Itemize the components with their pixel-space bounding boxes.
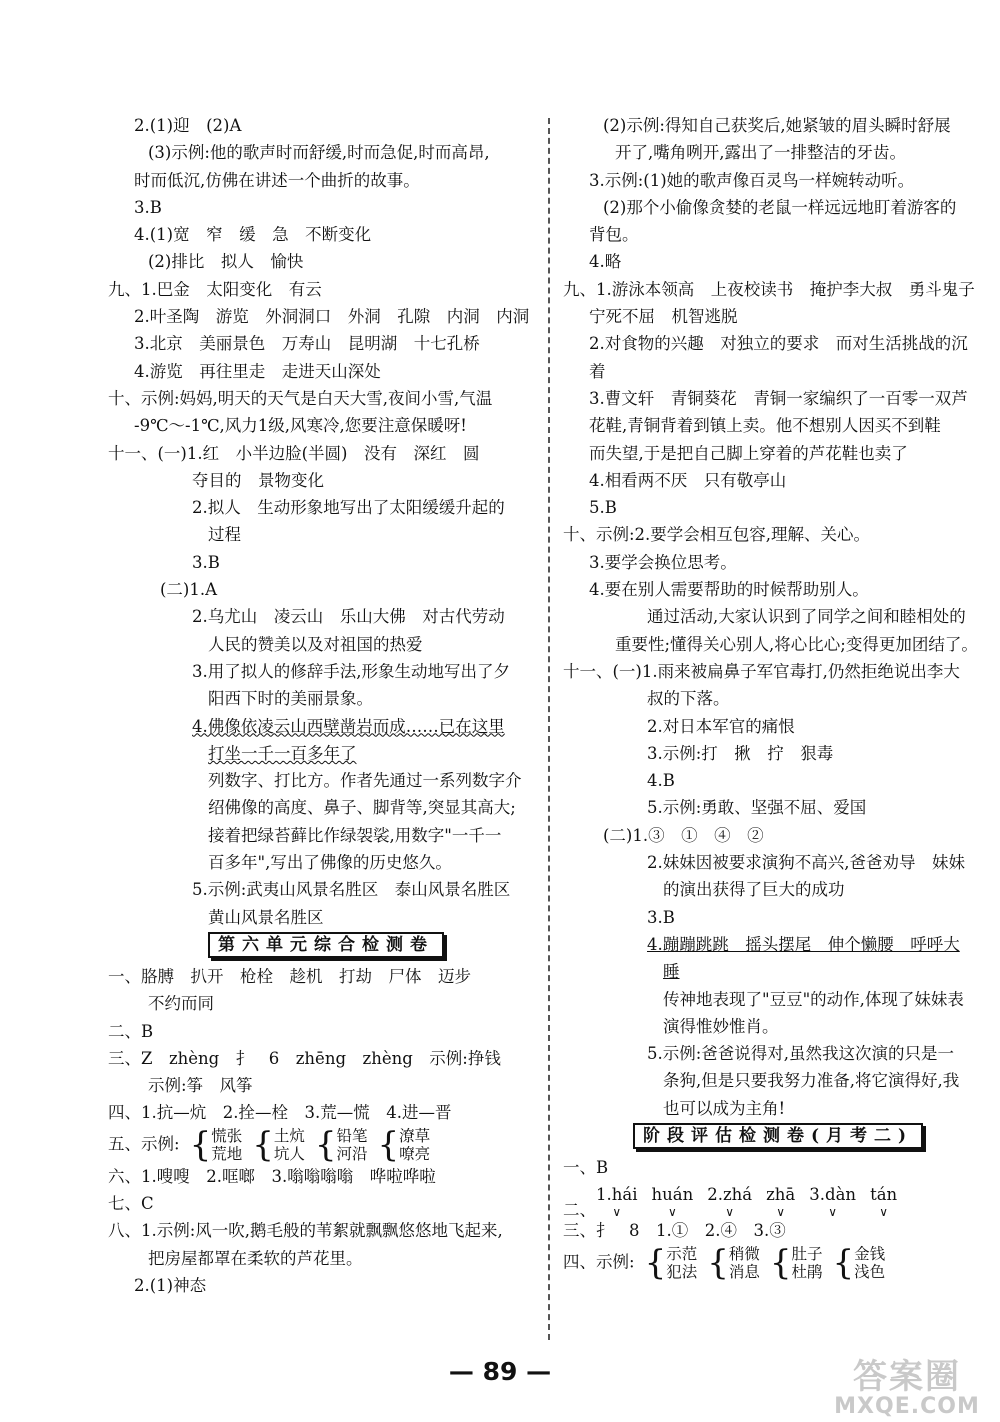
pinyin-item: [809, 1181, 856, 1216]
answer-line: 时而低沉,仿佛在讲述一个曲折的故事。: [134, 170, 420, 190]
answer-line: 5.示例:勇敢、坚强不屈、爱国: [647, 798, 867, 818]
answer-line: 十一、(一)1.雨来被扁鼻子军官毒打,仍然拒绝说出李大: [563, 661, 960, 681]
brace-group: [378, 1127, 431, 1163]
column-divider: [548, 118, 550, 1340]
pinyin-item: [766, 1181, 795, 1216]
brace-group: [707, 1245, 760, 1281]
answer-line: 4.要在别人需要帮助的时候帮助别人。: [589, 580, 869, 600]
answer-line: 条狗,但是只要我努力准备,将它演得好,我: [663, 1071, 960, 1091]
word: 荒地: [211, 1144, 243, 1163]
answer-line: 4.略: [589, 252, 622, 272]
answer-line: (二)1.③ ① ④ ②: [603, 825, 764, 845]
answer-line: 重要性;懂得关心别人,将心比心;变得更加团结了。: [615, 634, 978, 654]
answer-line: 四、1.抗—炕 2.拴—栓 3.荒—慌 4.进—晋: [108, 1103, 452, 1123]
answer-label: 二、: [563, 1200, 596, 1218]
section-title-row: [108, 931, 544, 963]
word-pair: [211, 1127, 242, 1163]
brace-answer-row: [108, 1127, 544, 1163]
brace-answer-row: [563, 1245, 993, 1281]
brace-icon: {: [377, 1126, 400, 1163]
answer-line: 4.相看两不厌 只有敬亭山: [589, 470, 787, 490]
section-title: 第六单元综合检测卷: [208, 932, 444, 958]
answer-label: 四、示例:: [563, 1252, 635, 1272]
answer-line: 5.示例:爸爸说得对,虽然我这次演的只是一: [647, 1044, 955, 1064]
answer-line: 3.B: [647, 907, 675, 927]
answer-line: 三、Z zhèng 扌 6 zhēng zhèng 示例:挣钱: [108, 1048, 501, 1068]
answer-line: -9℃～-1℃,风力1级,风寒冷,您要注意保暖呀!: [134, 416, 467, 436]
answer-line: 3.示例:打 揪 拧 狠毒: [647, 743, 834, 763]
pinyin: 3.dàn: [809, 1185, 857, 1205]
answer-line: 一、胳膊 扒开 枪栓 趁机 打劫 尸体 迈步: [108, 966, 471, 986]
brace-group: [190, 1127, 243, 1163]
brace-group: [315, 1127, 368, 1163]
answer-line: 打坐一千一百多年了: [208, 743, 357, 763]
brace-icon: {: [644, 1244, 667, 1281]
brace-group: [252, 1127, 305, 1163]
answer-line: 3.示例:(1)她的歌声像百灵鸟一样婉转动听。: [589, 170, 915, 190]
answer-line: (2)排比 拟人 愉快: [148, 252, 304, 272]
word: 金钱: [854, 1244, 886, 1263]
brace-group: [833, 1245, 886, 1281]
word: 示范: [666, 1244, 698, 1263]
answer-line: 列数字、打比方。作者先通过一系列数字介: [208, 771, 522, 791]
answer-line: 阳西下时的美丽景象。: [208, 689, 373, 709]
pinyin: zhā: [766, 1185, 796, 1205]
word-pair: [399, 1127, 430, 1163]
answer-line: 二、B: [108, 1021, 154, 1041]
answer-line: 3.要学会换位思考。: [589, 552, 737, 572]
pinyin-item: [596, 1181, 637, 1216]
answer-line: 3.B: [134, 197, 162, 217]
answer-line: 传神地表现了"豆豆"的动作,体现了妹妹表: [663, 989, 964, 1009]
check-mark-icon: ∨: [776, 1204, 786, 1218]
answer-line: 2.乌尤山 凌云山 乐山大佛 对古代劳动: [192, 607, 505, 627]
answer-line: 2.拟人 生动形象地写出了太阳缓缓升起的: [192, 498, 505, 518]
answer-line: (2)那个小偷像贪婪的老鼠一样远远地盯着游客的: [603, 197, 957, 217]
word: 慌张: [211, 1126, 243, 1145]
answer-line: 背包。: [589, 225, 639, 245]
word: 杜鹃: [791, 1262, 823, 1281]
word: 土炕: [273, 1126, 305, 1145]
brace-icon: {: [832, 1244, 855, 1281]
answer-line: 2.(1)迎 (2)A: [134, 116, 242, 135]
check-mark-icon: ∨: [612, 1204, 622, 1218]
brace-icon: {: [769, 1244, 792, 1281]
word-pair: [666, 1245, 697, 1281]
answer-line: 4.蹦蹦跳跳 摇头摆尾 伸个懒腰 呼呼大: [647, 934, 960, 954]
answer-line: 也可以成为主角!: [663, 1098, 786, 1118]
check-mark-icon: ∨: [667, 1204, 677, 1218]
word: 肚子: [791, 1244, 823, 1263]
answer-line: 2.妹妹因被要求演狗不高兴,爸爸劝导 妹妹: [647, 853, 965, 873]
answer-line: 开了,嘴角咧开,露出了一排整洁的牙齿。: [615, 143, 906, 163]
word: 铅笔: [336, 1126, 368, 1145]
answer-line: 通过活动,大家认识到了同学之间和睦相处的: [647, 607, 966, 627]
pinyin-item: [707, 1181, 752, 1216]
pinyin: tán: [870, 1185, 898, 1205]
brace-icon: {: [314, 1126, 337, 1163]
answer-line: 百多年",写出了佛像的历史悠久。: [208, 853, 452, 873]
brace-icon: {: [707, 1244, 729, 1281]
page-number: — 89 —: [448, 1357, 552, 1386]
word: 犯法: [666, 1262, 698, 1281]
answer-line: 4.(1)宽 窄 缓 急 不断变化: [134, 225, 372, 245]
word-pair: [729, 1245, 760, 1281]
answer-line: 演得惟妙惟肖。: [663, 1016, 779, 1036]
pinyin: 2.zhá: [707, 1185, 753, 1205]
answer-line: 2.对食物的兴趣 对独立的要求 而对生活挑战的沉: [589, 334, 968, 354]
section-title-row: [563, 1122, 993, 1154]
answer-line: (二)1.A: [160, 580, 218, 600]
answer-line: 3.曹文轩 青铜葵花 青铜一家编织了一百零一双芦: [589, 388, 968, 408]
answer-line: 十一、(一)1.红 小半边脸(半圆) 没有 深红 圆: [108, 443, 480, 463]
answer-line: 八、1.示例:风一吹,鹅毛般的苇絮就飘飘悠悠地飞起来,: [108, 1221, 503, 1241]
answer-line: 七、C: [108, 1193, 154, 1213]
answer-line: (2)示例:得知自己获奖后,她紧皱的眉头瞬时舒展: [603, 116, 951, 135]
answer-line: 3.用了拟人的修辞手法,形象生动地写出了夕: [192, 661, 510, 681]
answer-line: 2.叶圣陶 游览 外洞洞口 外洞 孔隙 内洞 内洞: [134, 307, 530, 327]
answer-line: 5.B: [589, 498, 617, 518]
answer-line: 接着把绿苔藓比作绿袈裟,用数字"一千一: [208, 825, 502, 845]
answer-line: 4.B: [647, 771, 675, 791]
answer-line: 2.对日本军官的痛恨: [647, 716, 795, 736]
answer-line: 4.佛像依凌云山西壁凿岩而成……已在这里: [192, 716, 505, 736]
answer-line: 示例:筝 风筝: [148, 1076, 253, 1096]
check-mark-icon: ∨: [879, 1204, 889, 1218]
word: 稍微: [728, 1244, 760, 1263]
word: 浅色: [854, 1262, 886, 1281]
word-pair: [792, 1245, 823, 1281]
word: 河沿: [336, 1144, 368, 1163]
answer-line: 花鞋,青铜背着到镇上卖。他不想别人因买不到鞋: [589, 416, 941, 436]
answer-line: 宁死不屈 机智逃脱: [589, 307, 738, 327]
answer-line: (3)示例:他的歌声时而舒缓,时而急促,时而高昂,: [148, 143, 490, 163]
check-mark-icon: ∨: [725, 1204, 735, 1218]
answer-line: 4.游览 再往里走 走进天山深处: [134, 361, 381, 381]
left-column: [108, 112, 544, 1299]
answer-line: 三、扌 8 1.① 2.④ 3.③: [563, 1221, 786, 1241]
answer-line: 而失望,于是把自己脚上穿着的芦花鞋也卖了: [589, 443, 908, 463]
pinyin: huán: [651, 1185, 694, 1205]
answer-line: 六、1.嗖嗖 2.哐啷 3.嗡嗡嗡嗡 哗啦哗啦: [108, 1166, 436, 1186]
word: 潦草: [399, 1126, 431, 1145]
answer-line: 一、B: [563, 1157, 609, 1177]
answer-line: 3.B: [192, 552, 220, 572]
section-title: 阶段评估检测卷(月考二): [633, 1123, 923, 1149]
brace-icon: {: [252, 1126, 274, 1163]
word: 嘹亮: [399, 1144, 431, 1163]
check-mark-icon: ∨: [828, 1204, 838, 1218]
answer-line: 睡: [663, 962, 680, 982]
answer-line: 2.(1)神态: [134, 1275, 207, 1295]
answer-line: 绍佛像的高度、鼻子、脚背等,突显其高大;: [208, 798, 516, 818]
answer-line: 黄山风景名胜区: [208, 907, 324, 927]
word: 坑人: [273, 1144, 305, 1163]
brace-group: [645, 1245, 698, 1281]
pinyin-item: [651, 1181, 693, 1216]
answer-line: 的演出获得了巨大的成功: [663, 880, 845, 900]
answer-label: 五、示例:: [108, 1134, 180, 1154]
answer-line: 十、示例:妈妈,明天的天气是白天大雪,夜间小雪,气温: [108, 388, 493, 408]
word: 消息: [728, 1262, 760, 1281]
answer-line: 把房屋都罩在柔软的芦花里。: [148, 1248, 363, 1268]
answer-line: 人民的赞美以及对祖国的热爱: [208, 634, 423, 654]
answer-line: 过程: [208, 525, 241, 545]
answer-line: 着: [589, 361, 606, 381]
answer-line: 不约而同: [148, 994, 214, 1014]
pinyin: 1.hái: [596, 1185, 638, 1205]
brace-icon: {: [189, 1126, 212, 1163]
watermark-logo: 答案圈 MXQE.COM: [834, 1357, 980, 1419]
pinyin-item: [870, 1181, 897, 1216]
answer-line: 十、示例:2.要学会相互包容,理解、关心。: [563, 525, 871, 545]
answer-line: 九、1.巴金 太阳变化 有云: [108, 279, 322, 299]
word-pair: [274, 1127, 305, 1163]
pinyin-answer-row: [563, 1181, 993, 1217]
word-pair: [854, 1245, 885, 1281]
answer-line: 5.示例:武夷山风景名胜区 泰山风景名胜区: [192, 880, 511, 900]
brace-group: [770, 1245, 823, 1281]
word-pair: [337, 1127, 368, 1163]
answer-line: 3.北京 美丽景色 万寿山 昆明湖 十七孔桥: [134, 334, 480, 354]
right-column: [563, 112, 993, 1281]
answer-line: 九、1.游泳本领高 上夜校读书 掩护李大叔 勇斗鬼子: [563, 279, 975, 299]
answer-line: 叔的下落。: [647, 689, 730, 709]
answer-line: 夺目的 景物变化: [192, 470, 324, 490]
